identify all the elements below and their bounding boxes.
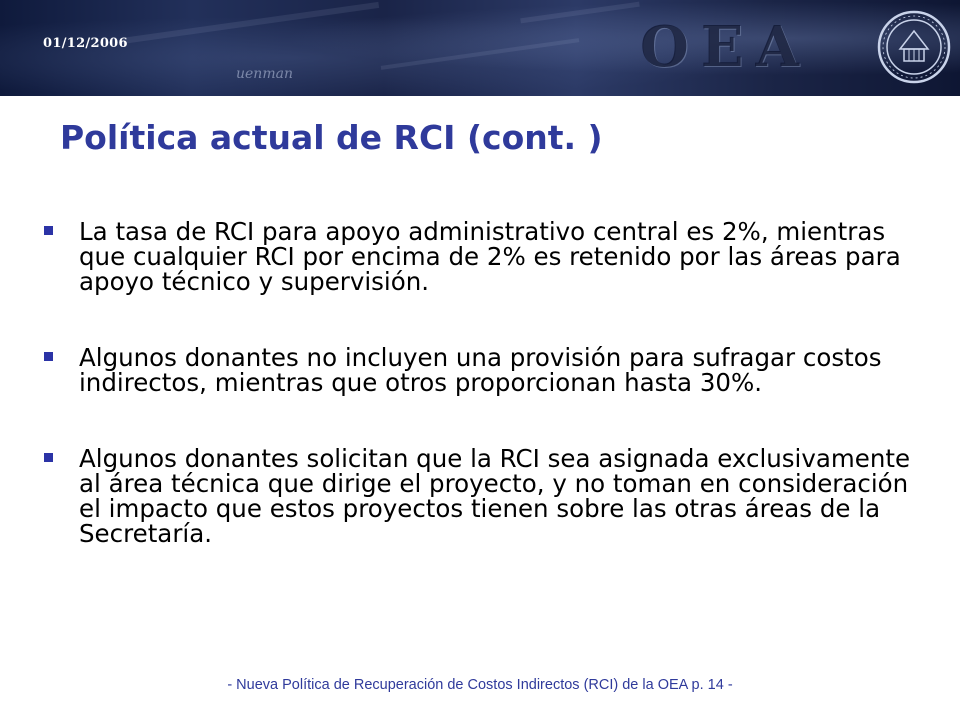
- bullet-text: La tasa de RCI para apoyo administrativo central es 2%, mientras que cualquier RCI por encima de 2% es retenido por las áreas para apoyo técnico y supervisión.: [79, 217, 901, 296]
- bullet-list: [42, 219, 922, 546]
- banner-script-mark: uenman: [236, 66, 293, 82]
- bullet-item: [42, 446, 922, 546]
- bullet-item: [42, 345, 922, 395]
- banner-texture: [381, 38, 580, 70]
- square-bullet-icon: [44, 453, 53, 462]
- square-bullet-icon: [44, 352, 53, 361]
- slide-title: Política actual de RCI (cont. ): [60, 118, 603, 157]
- header-banner: [0, 0, 960, 96]
- banner-texture: [520, 2, 640, 24]
- oea-logo: OEA: [640, 14, 811, 80]
- bullet-text: Algunos donantes solicitan que la RCI sea asignada exclusivamente al área técnica que dirige el proyecto, y no toman en consideración el impacto que estos proyectos tienen sobre las otras áreas de la Secretaría.: [79, 444, 911, 548]
- square-bullet-icon: [44, 226, 53, 235]
- slide-date: 01/12/2006: [43, 36, 128, 51]
- bullet-text: Algunos donantes no incluyen una provisión para sufragar costos indirectos, mientras que otros proporcionan hasta 30%.: [79, 343, 882, 397]
- oas-seal-icon: [876, 9, 952, 85]
- banner-texture: [121, 2, 379, 44]
- bullet-item: [42, 219, 922, 294]
- slide-footer: - Nueva Política de Recuperación de Costos Indirectos (RCI) de la OEA p. 14 -: [227, 677, 733, 693]
